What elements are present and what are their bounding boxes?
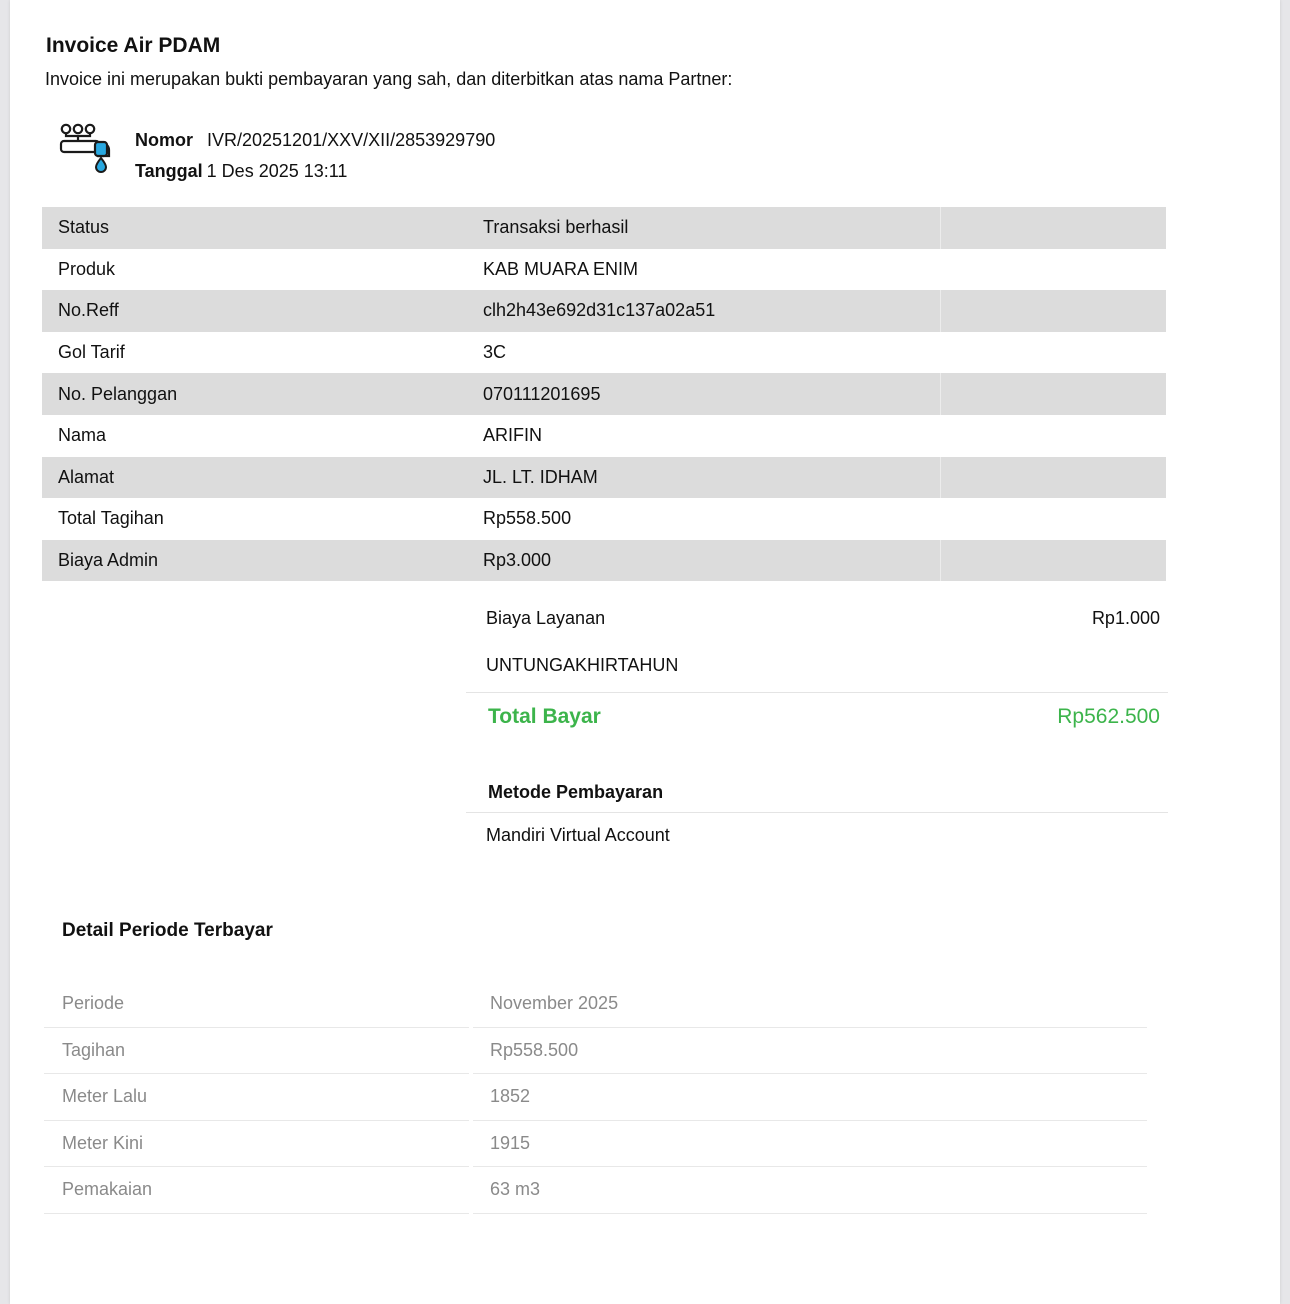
table-row [44,981,1148,1028]
row-label: Biaya Admin [58,550,159,571]
row-divider [473,1213,1147,1214]
tanggal-label: Tanggal [135,161,203,181]
row-label: Total Tagihan [58,508,164,529]
row-value: Transaksi berhasil [483,217,629,238]
row-label: Status [58,217,110,238]
nomor-line [135,125,495,156]
detail-label: Meter Kini [62,1132,144,1153]
nomor-value: IVR/20251201/XXV/XII/2853929790 [207,130,496,150]
info-table [42,207,1166,581]
biaya-layanan-label: Biaya Layanan [486,608,606,628]
table-row [44,1028,1148,1075]
detail-label: Periode [62,993,125,1013]
detail-value: 1915 [490,1132,531,1153]
detail-table [44,981,1148,1214]
metode-pembayaran-value: Mandiri Virtual Account [486,825,670,845]
tanggal-value: 1 Des 2025 13:11 [206,161,348,181]
row-label: Gol Tarif [58,342,125,363]
table-row [44,1074,1148,1121]
detail-label: Meter Lalu [62,1086,148,1107]
detail-value: November 2025 [490,993,619,1013]
table-row [44,1167,1148,1214]
biaya-layanan-value: Rp1.000 [1091,608,1160,628]
row-value: KAB MUARA ENIM [483,258,639,279]
total-bayar-label: Total Bayar [488,705,601,728]
nomor-label: Nomor [135,130,193,150]
row-value: 3C [483,342,507,363]
detail-title: Detail Periode Terbayar [62,920,273,941]
row-value: ARIFIN [483,425,543,446]
summary-divider [466,692,1168,693]
detail-value: 1852 [490,1086,531,1107]
total-bayar-line [488,705,1160,729]
detail-label: Pemakaian [62,1179,153,1200]
row-label: Alamat [58,466,115,487]
table-row [42,540,1166,582]
row-value: Rp3.000 [483,550,552,571]
detail-label: Tagihan [62,1039,126,1060]
row-label: No. Pelanggan [58,383,178,404]
detail-value: 63 m3 [490,1179,541,1200]
row-value: JL. LT. IDHAM [483,466,598,487]
water-tap-icon [56,120,112,176]
total-bayar-value: Rp562.500 [1057,705,1160,728]
metode-divider [466,812,1168,813]
row-value: clh2h43e692d31c137a02a51 [483,300,716,321]
row-label: Nama [58,425,107,446]
table-row [42,373,1166,415]
row-value: 070111201695 [483,383,601,404]
table-row [44,1121,1148,1168]
promo-code: UNTUNGAKHIRTAHUN [486,655,679,675]
invoice-meta [135,125,495,187]
table-row [42,498,1166,540]
table-row [42,415,1166,457]
table-row [42,249,1166,291]
table-row [42,207,1166,249]
detail-value: Rp558.500 [490,1039,579,1060]
row-divider [44,1213,469,1214]
metode-pembayaran-label: Metode Pembayaran [488,782,664,802]
page-title: Invoice Air PDAM [46,34,221,57]
table-row [42,457,1166,499]
row-value: Rp558.500 [483,508,572,529]
table-row [42,290,1166,332]
invoice-page [10,0,1280,1304]
page-subtitle: Invoice ini merupakan bukti pembayaran yang sah, dan diterbitkan atas nama Partner: [45,69,733,89]
tanggal-line [135,156,495,187]
table-row [42,332,1166,374]
row-label: Produk [58,258,116,279]
biaya-layanan-line [486,608,1160,629]
row-label: No.Reff [58,300,119,321]
